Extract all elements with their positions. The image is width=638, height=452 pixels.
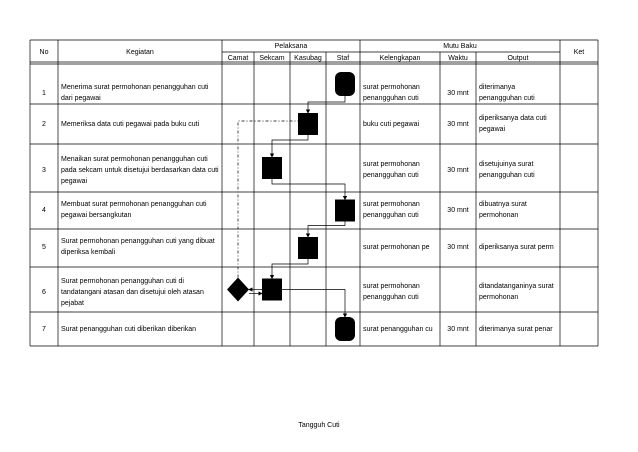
row-2-output: diperiksanya data cuti pegawai [479,115,547,133]
row-6-no: 6 [42,288,46,296]
header-waktu: Waktu [448,55,468,62]
header-actor-sekcam: Sekcam [259,55,285,62]
row-4-output: dibuatnya surat permohonan [479,201,527,219]
flow-shape-process-row-4 [335,200,355,222]
row-1-kegiatan: Menerima surat permohonan penangguhan cuti dari pegawai [61,84,209,102]
row-5-waktu: 30 mnt [447,243,469,251]
row-5-output: diperiksanya surat perm [479,243,554,251]
row-2-kelengkapan: buku cuti pegawai [363,120,420,128]
row-4-no: 4 [42,206,46,214]
row-5-no: 5 [42,243,46,251]
row-1-no: 1 [42,89,46,97]
flow-shape-process-row-6 [262,279,282,301]
header-mutu-baku: Mutu Baku [443,43,477,50]
connector-3-4 [272,179,345,200]
connector-1-2 [308,96,345,113]
header-kegiatan: Kegiatan [126,48,154,56]
row-6-kegiatan: Surat permohonan penangguhan cuti di tandatangani atasan dan disetujui oleh atasan pejabat [61,277,204,307]
row-5-kegiatan: Surat permohonan penangguhan cuti yang dibuat diperiksa kembali [61,238,215,256]
row-2-kegiatan: Memeriksa data cuti pegawai pada buku cuti [61,120,200,128]
connector-decision-feedback [238,121,298,278]
header-output: Output [507,55,529,62]
header-pelaksana: Pelaksana [274,43,308,50]
row-2-waktu: 30 mnt [447,120,469,128]
flow-shape-process-row-2 [298,113,318,135]
row-3-kelengkapan: surat permohonan penangguhan cuti [363,161,420,179]
header-actor-camat: Camat [227,55,249,62]
row-1-waktu: 30 mnt [447,89,469,97]
flow-shape-process-row-5 [298,237,318,259]
header-kelengkapan: Kelengkapan [379,55,421,62]
page-footer-title: Tangguh Cuti [298,422,340,429]
row-7-waktu: 30 mnt [447,325,469,333]
connector-6-7 [282,290,345,318]
row-7-kegiatan: Surat penangguhan cuti diberikan diberikan [61,325,197,333]
flow-shapes [227,72,355,341]
row-7-kelengkapan: surat penangguhan cu [363,325,433,333]
header-ket: Ket [573,48,585,56]
row-3-kegiatan: Menaikan surat permohonan penangguhan cuti pada sekcam untuk disetujui berdasarkan data cuti pegawai [61,155,219,185]
row-7-output: diterimanya surat penar [479,325,553,333]
row-1-output: diterimanya penangguhan cuti [479,84,535,102]
row-6-output: ditandatanganinya surat permohonan [479,283,554,301]
row-1-kelengkapan: surat permohonan penangguhan cuti [363,84,420,102]
row-3-output: disetujuinya surat penangguhan cuti [479,161,535,179]
header-actor-kasubag: Kasubag [294,55,322,62]
flow-shape-terminator-row-1 [335,72,355,96]
header-no: No [39,48,49,56]
row-4-kegiatan: Membuat surat permohonan penangguhan cuti pegawai bersangkutan [61,201,207,219]
row-6-kelengkapan: surat permohonan penangguhan cuti [363,283,420,301]
row-6-waktu [440,268,476,316]
flow-shape-decision-row-6 [227,278,249,302]
row-3-no: 3 [42,166,46,174]
row-4-waktu: 30 mnt [447,206,469,214]
flow-shape-process-row-3 [262,157,282,179]
row-4-kelengkapan: surat permohonan penangguhan cuti [363,201,420,219]
flow-shape-terminator-row-7 [335,317,355,341]
row-2-no: 2 [42,120,46,128]
row-3-waktu: 30 mnt [447,166,469,174]
header-actor-staf: Staf [336,55,350,62]
row-7-no: 7 [42,325,46,333]
row-5-kelengkapan: surat permohonan pe [363,243,430,251]
